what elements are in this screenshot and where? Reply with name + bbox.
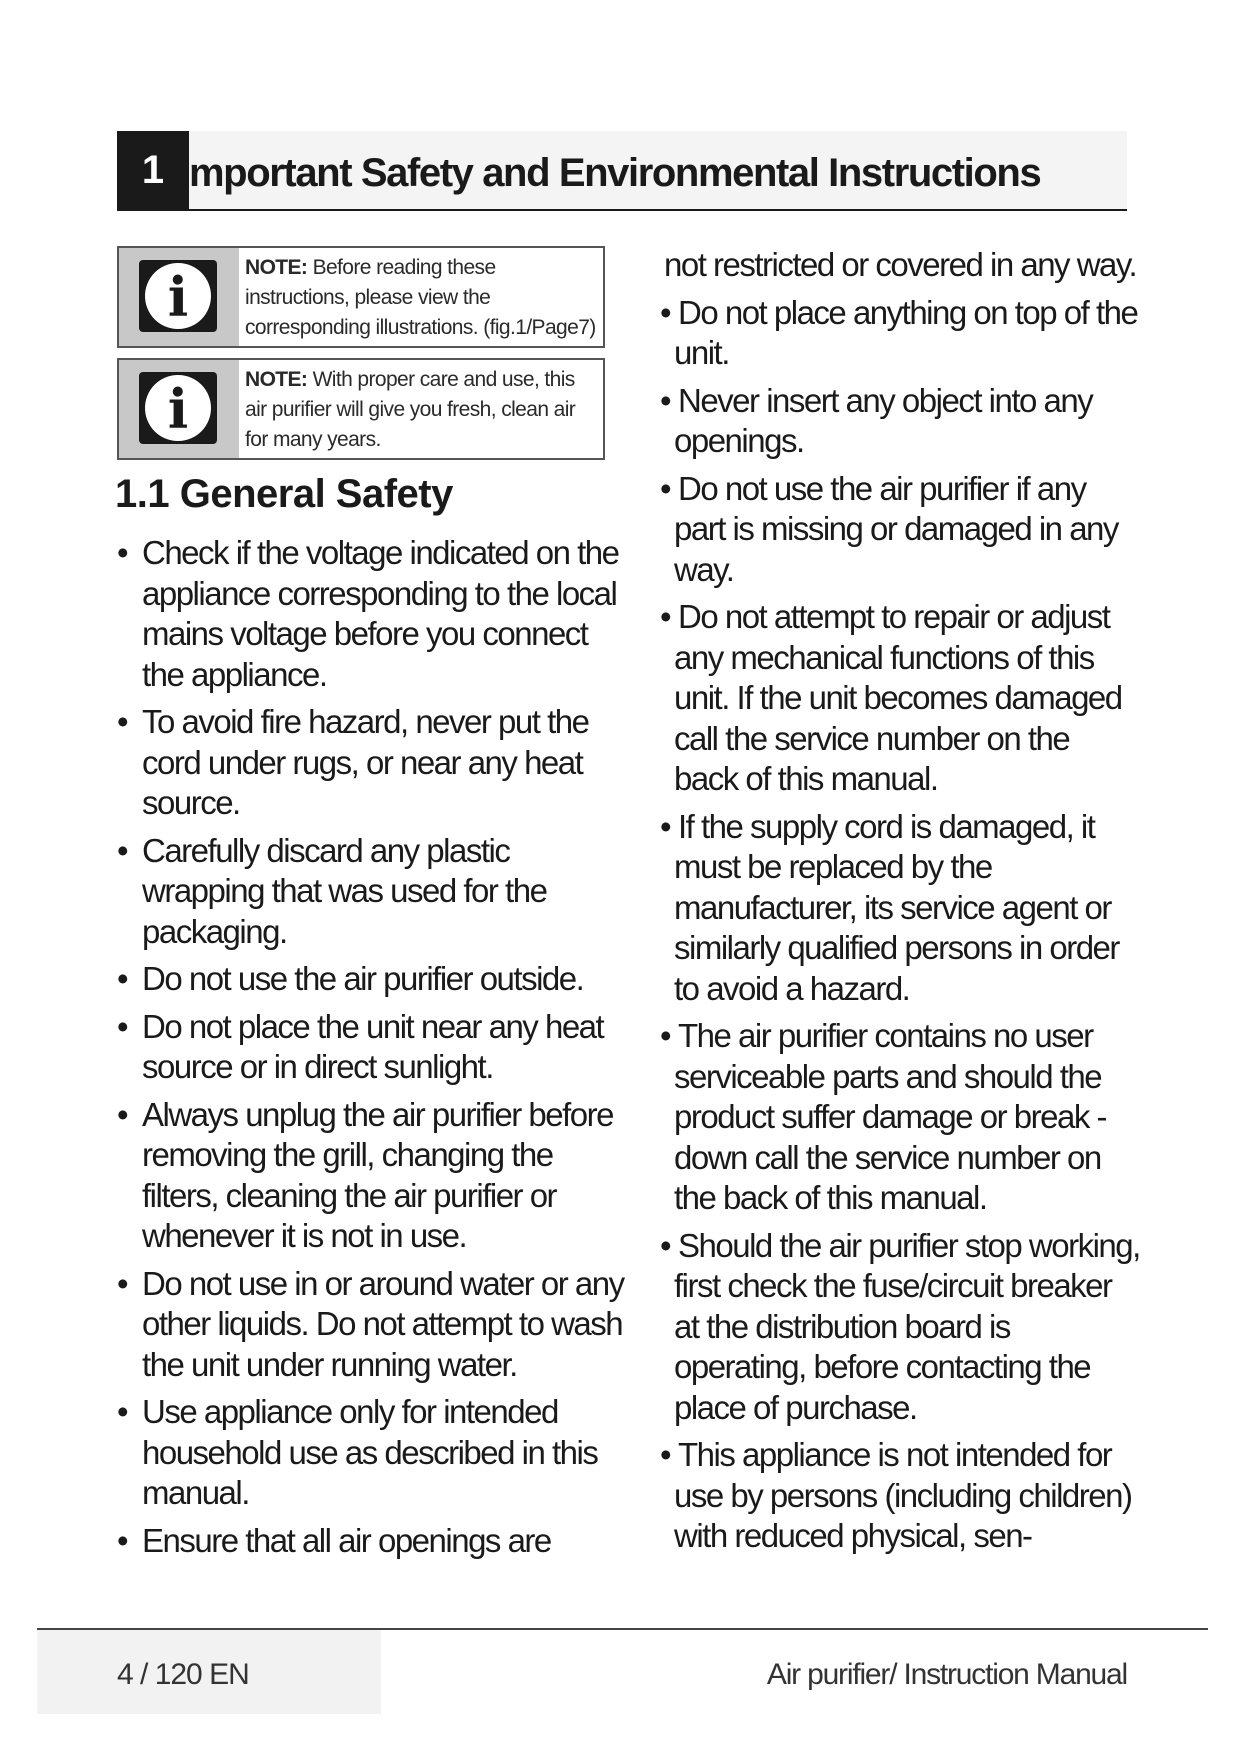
note-icon-panel — [119, 248, 239, 346]
safety-list-right — [660, 293, 1140, 1557]
list-item — [660, 293, 1140, 374]
bullet: • — [117, 534, 128, 571]
bullet: • — [117, 1095, 128, 1133]
left-column — [117, 533, 627, 1568]
list-item-text: Do not place the unit near any heat source or in direct sunlight. — [142, 1007, 604, 1085]
list-item — [117, 533, 627, 695]
list-item — [117, 1095, 627, 1257]
list-item — [660, 381, 1140, 462]
list-item — [660, 469, 1140, 591]
list-item-text: Should the air purifier stop working, first check the fuse/circuit breaker at the distribution board is operating, before contacting the place of purchase. — [674, 1226, 1140, 1426]
right-column — [660, 245, 1140, 1564]
bullet: • — [660, 1226, 671, 1264]
list-item-text: Use appliance only for intended household use as described in this manual. — [142, 1393, 598, 1511]
note-icon-panel — [119, 360, 239, 458]
list-item — [117, 831, 627, 953]
list-item — [117, 1264, 627, 1386]
list-item-text: Do not use the air purifier outside. — [142, 960, 584, 997]
list-item-text: Do not use in or around water or any other liquids. Do not attempt to wash the unit under running water. — [142, 1264, 624, 1383]
bullet: • — [117, 703, 128, 740]
list-item — [117, 1392, 627, 1514]
bullet: • — [117, 1264, 128, 1302]
bullet: • — [117, 831, 128, 869]
list-item — [117, 959, 627, 1000]
list-item-text: This appliance is not intended for use by persons (including children) with reduced physical, sen- — [674, 1436, 1132, 1554]
list-item — [117, 702, 627, 824]
note-text — [245, 365, 601, 455]
note-body: Before reading these instructions, please view the corresponding illustrations. (fig.1/Page7) — [245, 256, 596, 339]
chapter-title: mportant Safety and Environmental Instructions — [189, 151, 1041, 195]
list-item-text: The air purifier contains no user serviceable parts and should the product suffer damage or break - down call the service number on the back of this manual. — [674, 1017, 1106, 1216]
bullet: • — [117, 1007, 128, 1045]
list-item-text: Never insert any object into any openings. — [674, 381, 1093, 459]
list-item-text: Check if the voltage indicated on the appliance corresponding to the local mains voltage before you connect the appliance. — [142, 534, 619, 693]
list-item — [660, 1016, 1140, 1219]
note-text — [245, 253, 601, 343]
note-box-illustrations — [117, 246, 605, 348]
list-item — [660, 807, 1140, 1010]
list-item-text: If the supply cord is damaged, it must be replaced by the manufacturer, its service agent or similarly qualified persons in order to avoid a hazard. — [674, 807, 1119, 1007]
list-item-text: Do not use the air purifier if any part is missing or damaged in any way. — [674, 469, 1118, 588]
bullet: • — [117, 1521, 128, 1559]
list-item-text: Do not place anything on top of the unit. — [674, 293, 1138, 371]
list-item — [117, 1007, 627, 1088]
note-box-care — [117, 358, 605, 460]
chapter-number: 1 — [117, 131, 189, 209]
bullet: • — [117, 1393, 128, 1430]
list-item-text: Ensure that all air openings are — [142, 1521, 551, 1559]
info-icon: i — [139, 372, 217, 444]
note-label: NOTE: — [245, 368, 308, 391]
bullet: • — [660, 807, 671, 845]
list-item-text: Always unplug the air purifier before removing the grill, changing the filters, cleaning the air purifier or whenever it is not in use. — [142, 1095, 613, 1254]
bullet: • — [660, 381, 671, 419]
list-item-text: Do not attempt to repair or adjust any mechanical functions of this unit. If the unit becomes damaged call the service number on the back of this manual. — [674, 598, 1122, 797]
list-item — [117, 1521, 627, 1562]
list-item — [660, 1435, 1140, 1557]
bullet: • — [660, 1017, 671, 1054]
bullet: • — [660, 469, 671, 507]
safety-list-left — [117, 533, 627, 1561]
list-item-text: Carefully discard any plastic wrapping that was used for the packaging. — [142, 831, 547, 950]
chapter-heading — [117, 131, 1127, 211]
page-number: 4 / 120 EN — [117, 1658, 249, 1691]
note-body: With proper care and use, this air purifier will give you fresh, clean air for many years. — [245, 368, 576, 451]
continued-text: not restricted or covered in any way. — [664, 246, 1137, 283]
bullet: • — [660, 1436, 671, 1473]
list-item-text: To avoid fire hazard, never put the cord under rugs, or near any heat source. — [142, 703, 589, 821]
section-title: 1.1 General Safety — [115, 472, 453, 516]
list-item — [660, 597, 1140, 800]
bullet: • — [117, 960, 128, 997]
bullet: • — [660, 293, 671, 331]
info-icon: i — [139, 260, 217, 332]
note-label: NOTE: — [245, 256, 308, 279]
manual-title: Air purifier/ Instruction Manual — [766, 1658, 1127, 1691]
list-item — [660, 1226, 1140, 1429]
bullet: • — [660, 598, 671, 635]
